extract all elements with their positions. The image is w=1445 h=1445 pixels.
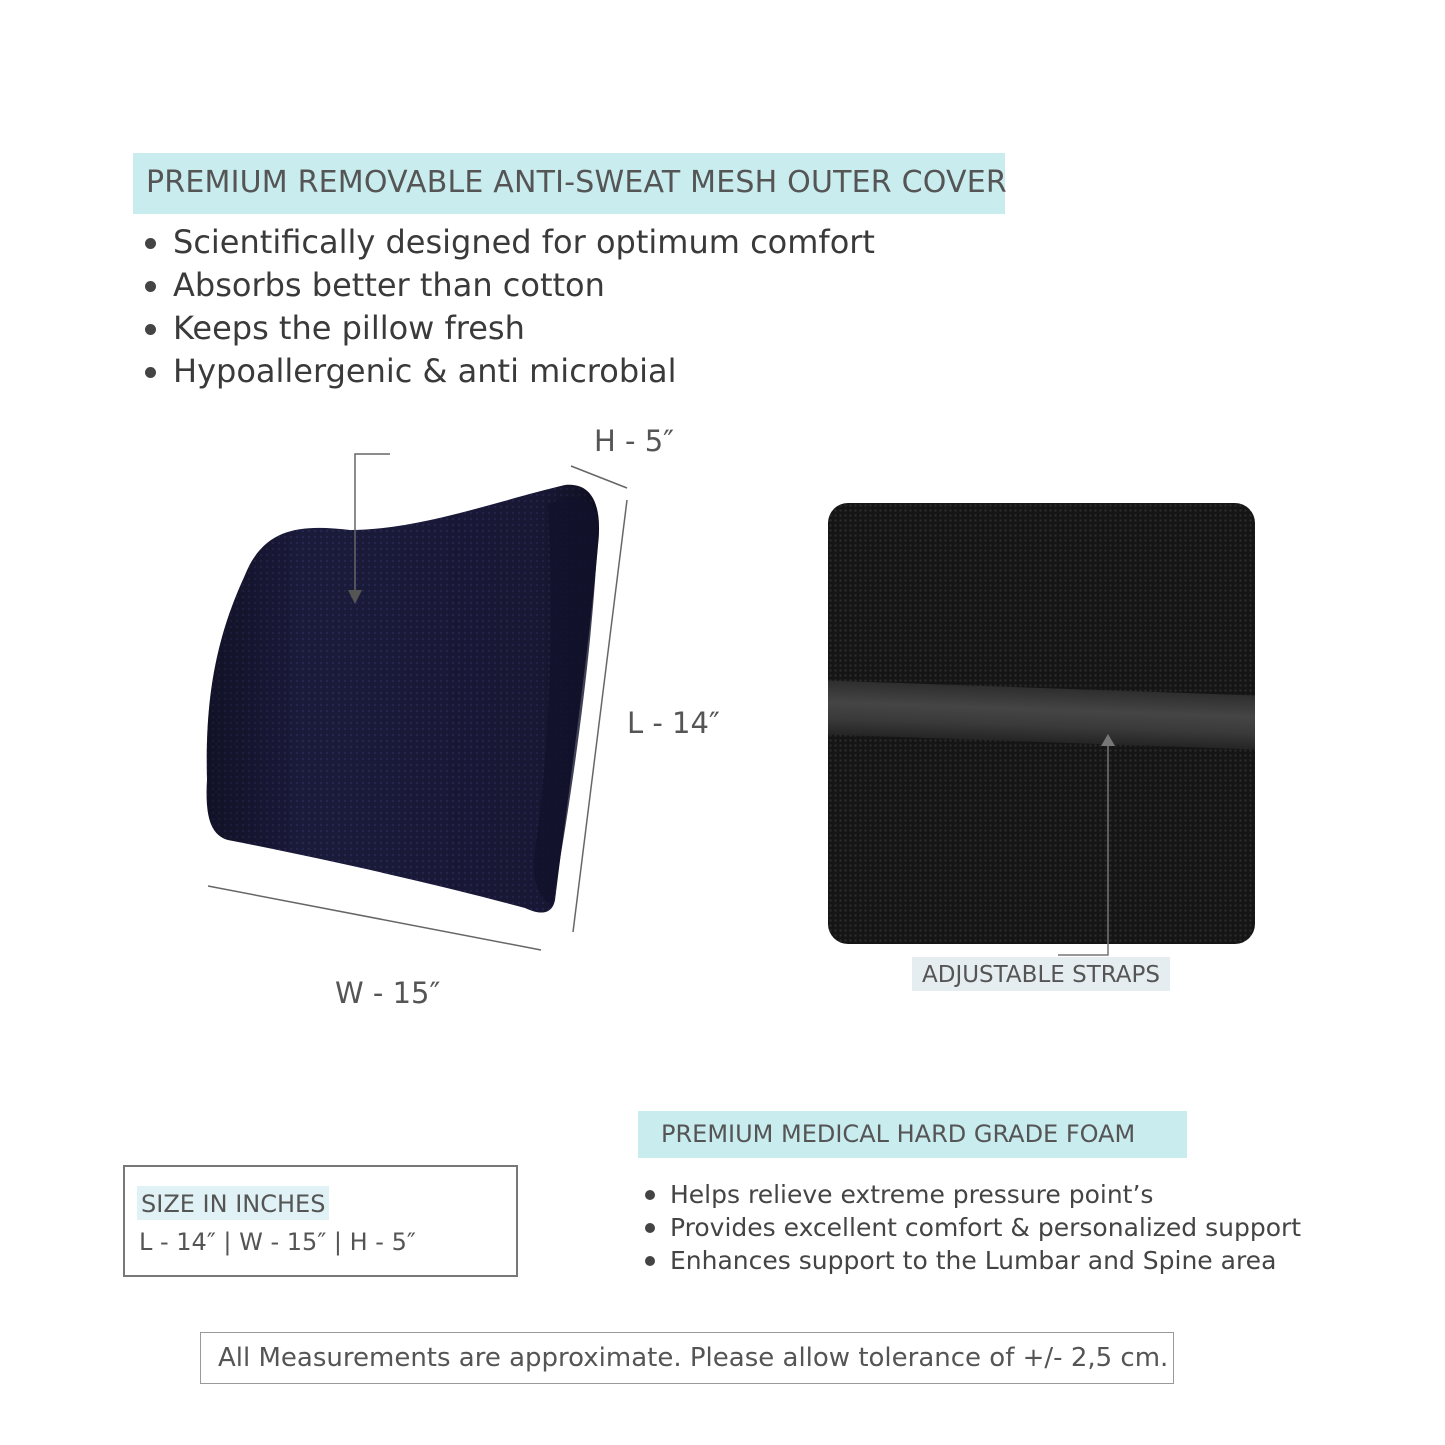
strap-label: ADJUSTABLE STRAPS — [912, 957, 1170, 991]
list-item: Enhances support to the Lumbar and Spine area — [645, 1244, 1301, 1277]
height-label: H - 5″ — [594, 424, 674, 458]
cover-heading: PREMIUM REMOVABLE ANTI-SWEAT MESH OUTER COVER — [133, 153, 1005, 214]
list-item: Hypoallergenic & anti microbial — [145, 350, 875, 393]
list-item: Absorbs better than cotton — [145, 264, 875, 307]
list-item: Provides excellent comfort & personalized support — [645, 1211, 1301, 1244]
size-value: L - 14″ | W - 15″ | H - 5″ — [139, 1228, 416, 1256]
list-item: Helps relieve extreme pressure point’s — [645, 1178, 1301, 1211]
list-item: Keeps the pillow fresh — [145, 307, 875, 350]
foam-heading: PREMIUM MEDICAL HARD GRADE FOAM — [638, 1111, 1187, 1158]
width-label: W - 15″ — [335, 976, 441, 1010]
length-label: L - 14″ — [627, 706, 720, 740]
size-title: SIZE IN INCHES — [137, 1186, 329, 1220]
measurement-note: All Measurements are approximate. Please allow tolerance of +/- 2,5 cm. — [200, 1332, 1174, 1384]
size-box — [123, 1165, 518, 1277]
foam-feature-list — [645, 1178, 1301, 1277]
list-item: Scientifically designed for optimum comfort — [145, 221, 875, 264]
